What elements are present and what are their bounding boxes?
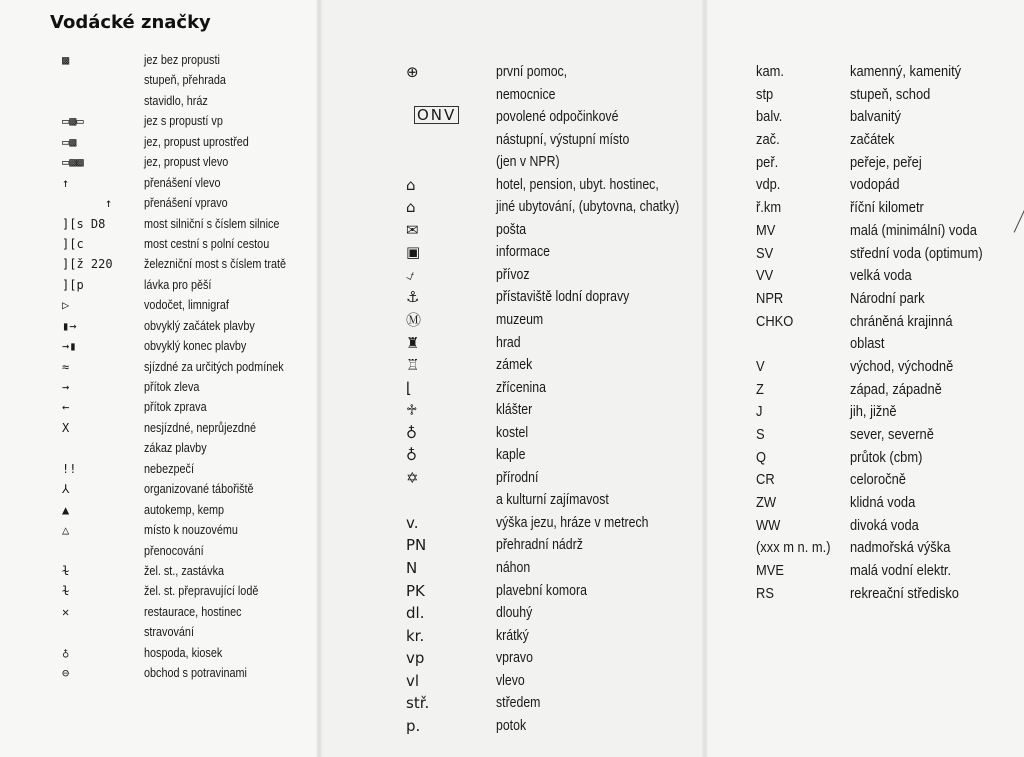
legend-row bbox=[704, 197, 1024, 220]
legend-description: přehradní nádrž bbox=[496, 536, 583, 554]
legend-description: divoká voda bbox=[850, 516, 919, 534]
legend-description: povolené odpočinkové bbox=[496, 108, 619, 126]
legend-symbol: S bbox=[756, 426, 765, 443]
legend-symbol: ← bbox=[62, 400, 70, 415]
legend-description: jiné ubytování, (ubytovna, chatky) bbox=[496, 198, 680, 216]
legend-description: sjízdné za určitých podmínek bbox=[144, 359, 284, 374]
legend-description: a kulturní zajímavost bbox=[496, 491, 609, 509]
legend-description: malá vodní elektr. bbox=[850, 562, 952, 580]
legend-row bbox=[704, 288, 1024, 311]
legend-description: (jen v NPR) bbox=[496, 153, 560, 171]
legend-description: střední voda (optimum) bbox=[850, 244, 983, 262]
legend-description: obvyklý konec plavby bbox=[144, 339, 247, 354]
legend-description: klidná voda bbox=[850, 494, 916, 512]
legend-symbol: ♱ bbox=[406, 401, 418, 420]
legend-symbol: V bbox=[756, 357, 765, 375]
legend-row bbox=[704, 129, 1024, 152]
legend-description: plavební komora bbox=[496, 581, 587, 599]
legend-description: hospoda, kiosek bbox=[144, 645, 223, 660]
legend-row bbox=[0, 357, 318, 377]
legend-row bbox=[318, 467, 704, 490]
legend-symbol: ⚓ bbox=[406, 288, 420, 307]
legend-row bbox=[318, 444, 704, 467]
legend-row bbox=[318, 422, 704, 445]
legend-symbol: ↑ bbox=[62, 175, 70, 190]
legend-symbol: ♁ bbox=[62, 645, 70, 660]
legend-row bbox=[318, 332, 704, 355]
legend-description: hotel, pension, ubyt. hostinec, bbox=[496, 175, 659, 193]
legend-row bbox=[0, 254, 318, 274]
legend-description: obchod s potravinami bbox=[144, 666, 247, 681]
legend-row bbox=[318, 264, 704, 287]
legend-row bbox=[0, 234, 318, 254]
legend-symbol: ♖ bbox=[406, 356, 420, 375]
legend-symbol: N bbox=[406, 559, 418, 578]
legend-symbol: ▭▩▩ bbox=[62, 155, 84, 170]
legend-row bbox=[318, 512, 704, 535]
legend-row bbox=[0, 111, 318, 131]
legend-description: hrad bbox=[496, 333, 521, 351]
legend-description: most silniční s číslem silnice bbox=[144, 216, 280, 231]
legend-symbol: ↑ bbox=[105, 196, 113, 211]
legend-symbol: ⍻ bbox=[406, 265, 415, 284]
legend-symbol: ▲ bbox=[62, 502, 70, 517]
legend-symbol: ✉ bbox=[406, 220, 419, 239]
legend-row bbox=[0, 295, 318, 315]
legend-description: místo k nouzovému bbox=[144, 523, 238, 538]
legend-row bbox=[704, 333, 1024, 356]
legend-symbol: ⌂ bbox=[406, 175, 416, 194]
legend-symbol: ⌊ bbox=[406, 378, 412, 397]
legend-row bbox=[318, 309, 704, 332]
legend-symbol: ⊕ bbox=[406, 63, 419, 81]
legend-description: nebezpečí bbox=[144, 461, 194, 476]
legend-description: přívoz bbox=[496, 265, 530, 283]
legend-row bbox=[318, 151, 704, 174]
legend-description: říční kilometr bbox=[850, 199, 924, 217]
legend-symbol: PK bbox=[406, 581, 425, 600]
legend-row bbox=[318, 557, 704, 580]
legend-row bbox=[318, 692, 704, 715]
legend-row bbox=[704, 379, 1024, 402]
legend-description: jez s propustí vp bbox=[144, 114, 223, 129]
legend-description: přenášení vlevo bbox=[144, 175, 221, 190]
legend-description: stupeň, přehrada bbox=[144, 73, 226, 88]
legend-symbol: dl. bbox=[406, 604, 425, 623]
legend-symbol: v. bbox=[406, 513, 419, 532]
legend-row bbox=[0, 377, 318, 397]
legend-symbol: ✡ bbox=[406, 468, 419, 487]
legend-description: jih, jižně bbox=[850, 403, 897, 421]
legend-row bbox=[0, 541, 318, 561]
legend-row bbox=[704, 220, 1024, 243]
legend-description: informace bbox=[496, 243, 551, 261]
legend-description: nadmořská výška bbox=[850, 539, 951, 557]
legend-description: krátký bbox=[496, 626, 529, 644]
legend-description: západ, západně bbox=[850, 380, 942, 398]
legend-symbol: vdp. bbox=[756, 176, 781, 194]
legend-description: sever, severně bbox=[850, 426, 934, 443]
legend-description: první pomoc, bbox=[496, 63, 568, 80]
legend-description: stravování bbox=[144, 625, 194, 640]
legend-symbol: ▭▩ bbox=[62, 134, 77, 149]
legend-description: potok bbox=[496, 716, 527, 734]
page-title: Vodácké značky bbox=[50, 12, 211, 33]
legend-row bbox=[318, 625, 704, 648]
legend-symbol: vp bbox=[406, 649, 425, 668]
legend-description: restaurace, hostinec bbox=[144, 604, 242, 619]
legend-symbol: ][c bbox=[62, 236, 84, 251]
legend-symbol: Ⓜ bbox=[406, 311, 422, 330]
legend-description: kostel bbox=[496, 423, 529, 441]
legend-description: Národní park bbox=[850, 289, 925, 307]
legend-row bbox=[0, 214, 318, 234]
legend-description: rekreační středisko bbox=[850, 584, 959, 602]
legend-row bbox=[318, 61, 704, 84]
legend-row bbox=[318, 129, 704, 152]
legend-symbol: stř. bbox=[406, 694, 430, 713]
legend-symbol: kam. bbox=[756, 63, 784, 80]
legend-symbol: vl bbox=[406, 671, 420, 690]
legend-symbol: CHKO bbox=[756, 312, 794, 330]
legend-symbol: VV bbox=[756, 267, 774, 285]
legend-description: nesjízdné, neprůjezdné bbox=[144, 420, 257, 435]
legend-symbol: ][p bbox=[62, 277, 84, 292]
legend-row bbox=[318, 489, 704, 512]
legend-symbol: ♜ bbox=[406, 333, 420, 352]
legend-description: žel. st. přepravující lodě bbox=[144, 584, 259, 599]
legend-row bbox=[0, 132, 318, 152]
legend-row bbox=[704, 106, 1024, 129]
legend-row bbox=[318, 241, 704, 264]
legend-row bbox=[0, 91, 318, 111]
legend-description: přírodní bbox=[496, 468, 539, 486]
legend-row bbox=[0, 663, 318, 683]
symbols-list-left bbox=[0, 50, 318, 684]
legend-description: jez bez propusti bbox=[144, 53, 220, 67]
legend-description: obvyklý začátek plavby bbox=[144, 318, 255, 333]
legend-description: peřeje, peřej bbox=[850, 153, 922, 171]
legend-row bbox=[318, 715, 704, 738]
legend-symbol: Q bbox=[756, 448, 767, 466]
legend-description: velká voda bbox=[850, 267, 912, 285]
legend-description: přenášení vpravo bbox=[144, 196, 228, 211]
symbols-list-middle bbox=[318, 61, 704, 737]
legend-row bbox=[704, 84, 1024, 107]
legend-symbol: ɫ bbox=[62, 584, 70, 599]
legend-symbol: WW bbox=[756, 516, 781, 534]
legend-row bbox=[318, 286, 704, 309]
legend-row bbox=[0, 316, 318, 336]
legend-row bbox=[0, 479, 318, 499]
legend-description: průtok (cbm) bbox=[850, 448, 923, 466]
legend-symbol: p. bbox=[406, 716, 421, 735]
legend-description: výška jezu, hráze v metrech bbox=[496, 513, 649, 531]
legend-description: lávka pro pěší bbox=[144, 277, 212, 292]
legend-description: vodočet, limnigraf bbox=[144, 298, 229, 313]
legend-symbol: ZW bbox=[756, 494, 777, 512]
legend-description: stupeň, schod bbox=[850, 85, 931, 103]
legend-row bbox=[0, 561, 318, 581]
legend-row bbox=[704, 560, 1024, 583]
legend-symbol: RS bbox=[756, 584, 774, 602]
legend-row bbox=[318, 354, 704, 377]
legend-symbol: ≈ bbox=[62, 359, 70, 374]
legend-symbol: balv. bbox=[756, 108, 783, 126]
legend-description: přítok zleva bbox=[144, 380, 200, 394]
legend-symbol: X bbox=[62, 420, 70, 435]
legend-symbol: CR bbox=[756, 471, 775, 489]
legend-row bbox=[0, 193, 318, 213]
legend-description: železniční most s číslem tratě bbox=[144, 257, 287, 272]
legend-symbol: → bbox=[62, 380, 70, 394]
legend-description: východ, východně bbox=[850, 357, 954, 375]
legend-symbol: Z bbox=[756, 380, 764, 398]
legend-symbol: ▷ bbox=[62, 298, 70, 313]
legend-description: nemocnice bbox=[496, 85, 556, 103]
legend-description: jez, propust uprostřed bbox=[144, 134, 249, 149]
legend-symbol: J bbox=[756, 403, 763, 421]
legend-description: vodopád bbox=[850, 176, 900, 194]
legend-symbol: △ bbox=[62, 523, 70, 538]
legend-row bbox=[704, 243, 1024, 266]
legend-description: malá (minimální) voda bbox=[850, 221, 977, 239]
legend-symbol: ▭▩▭ bbox=[62, 114, 84, 129]
legend-symbol: kr. bbox=[406, 626, 425, 645]
legend-symbol: MV bbox=[756, 221, 776, 239]
legend-description: kamenný, kamenitý bbox=[850, 63, 962, 80]
legend-row bbox=[0, 622, 318, 642]
legend-description: pošta bbox=[496, 220, 527, 238]
legend-description: nástupní, výstupní místo bbox=[496, 130, 630, 148]
legend-row bbox=[318, 106, 704, 129]
legend-symbol: ][s D8 bbox=[62, 216, 106, 231]
legend-symbol: ɫ bbox=[62, 563, 70, 578]
legend-description: balvanitý bbox=[850, 108, 901, 126]
legend-description: autokemp, kemp bbox=[144, 502, 225, 517]
legend-symbol: ♁ bbox=[406, 423, 417, 442]
legend-row bbox=[318, 647, 704, 670]
legend-row bbox=[704, 583, 1024, 606]
legend-symbol: !! bbox=[62, 461, 77, 476]
legend-description: zřícenina bbox=[496, 378, 546, 396]
legend-description: organizované tábořiště bbox=[144, 482, 254, 497]
legend-row bbox=[0, 438, 318, 458]
legend-row bbox=[704, 311, 1024, 334]
legend-symbol: ř.km bbox=[756, 199, 782, 217]
legend-row bbox=[0, 500, 318, 520]
legend-description: celoročně bbox=[850, 471, 906, 489]
legend-description: chráněná krajinná bbox=[850, 312, 953, 330]
legend-description: náhon bbox=[496, 559, 531, 577]
legend-symbol: ⌂ bbox=[406, 198, 416, 217]
legend-description: zákaz plavby bbox=[144, 441, 207, 456]
legend-symbol: peř. bbox=[756, 153, 779, 171]
legend-row bbox=[318, 377, 704, 400]
legend-row bbox=[704, 61, 1024, 84]
legend-symbol: ONV bbox=[414, 106, 459, 124]
legend-row bbox=[704, 447, 1024, 470]
legend-symbol: SV bbox=[756, 244, 774, 262]
legend-row bbox=[0, 643, 318, 663]
legend-symbol: zač. bbox=[756, 131, 780, 149]
legend-row bbox=[704, 492, 1024, 515]
legend-row bbox=[0, 459, 318, 479]
legend-row bbox=[0, 418, 318, 438]
legend-description: středem bbox=[496, 694, 541, 712]
legend-symbol: MVE bbox=[756, 562, 784, 580]
legend-row bbox=[318, 580, 704, 603]
legend-description: kaple bbox=[496, 446, 526, 464]
legend-row bbox=[0, 397, 318, 417]
legend-description: muzeum bbox=[496, 311, 544, 329]
legend-row bbox=[0, 520, 318, 540]
legend-row bbox=[0, 173, 318, 193]
legend-symbol: (xxx m n. m.) bbox=[756, 539, 831, 557]
legend-description: přístaviště lodní dopravy bbox=[496, 288, 630, 306]
legend-description: most cestní s polní cestou bbox=[144, 236, 270, 251]
legend-description: přenocování bbox=[144, 543, 204, 558]
legend-symbol: ▩ bbox=[62, 53, 70, 67]
legend-description: vlevo bbox=[496, 671, 525, 689]
abbreviations-list-right bbox=[704, 61, 1024, 606]
legend-symbol: ⊖ bbox=[62, 666, 70, 681]
legend-description: zámek bbox=[496, 356, 533, 374]
legend-description: vpravo bbox=[496, 649, 533, 667]
legend-row bbox=[704, 152, 1024, 175]
legend-row bbox=[318, 534, 704, 557]
legend-row bbox=[0, 602, 318, 622]
legend-description: začátek bbox=[850, 131, 895, 149]
legend-row bbox=[0, 70, 318, 90]
legend-row bbox=[318, 670, 704, 693]
legend-symbol: →▮ bbox=[62, 339, 77, 354]
legend-row bbox=[318, 602, 704, 625]
legend-row bbox=[0, 336, 318, 356]
legend-symbol: stp bbox=[756, 85, 774, 103]
legend-symbol: ][ž 220 bbox=[62, 257, 113, 272]
legend-row bbox=[318, 399, 704, 422]
legend-row bbox=[704, 424, 1024, 447]
legend-row bbox=[704, 515, 1024, 538]
legend-description: jez, propust vlevo bbox=[144, 155, 229, 170]
legend-row bbox=[0, 275, 318, 295]
legend-symbol: ▣ bbox=[406, 243, 421, 262]
legend-description: žel. st., zastávka bbox=[144, 563, 225, 578]
legend-row bbox=[704, 537, 1024, 560]
legend-row bbox=[0, 50, 318, 70]
legend-symbol: ⅄ bbox=[62, 482, 70, 497]
legend-description: stavidlo, hráz bbox=[144, 93, 208, 108]
legend-description: klášter bbox=[496, 401, 533, 419]
legend-row bbox=[704, 174, 1024, 197]
legend-symbol: NPR bbox=[756, 289, 784, 307]
legend-row bbox=[704, 356, 1024, 379]
legend-description: oblast bbox=[850, 335, 885, 353]
legend-row bbox=[704, 401, 1024, 424]
legend-row bbox=[0, 152, 318, 172]
legend-row bbox=[318, 219, 704, 242]
legend-description: přítok zprava bbox=[144, 400, 207, 415]
legend-symbol: ♁ bbox=[406, 446, 417, 465]
legend-row bbox=[318, 174, 704, 197]
legend-row bbox=[318, 196, 704, 219]
legend-row bbox=[704, 469, 1024, 492]
legend-row bbox=[704, 265, 1024, 288]
legend-row bbox=[0, 581, 318, 601]
legend-symbol: PN bbox=[406, 536, 427, 555]
legend-symbol: ▮→ bbox=[62, 318, 77, 333]
legend-description: dlouhý bbox=[496, 604, 533, 622]
legend-symbol: ✕ bbox=[62, 604, 70, 619]
legend-row bbox=[318, 84, 704, 107]
